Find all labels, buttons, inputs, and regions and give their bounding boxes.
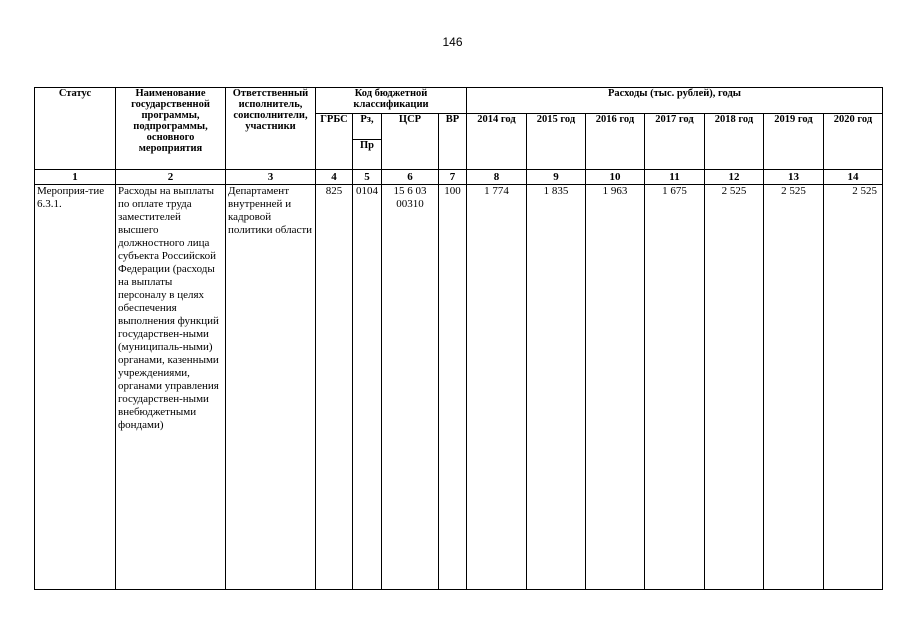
column-number: 4 bbox=[316, 170, 353, 185]
header-pr: Пр bbox=[353, 140, 382, 170]
row-value-2016: 1 963 bbox=[586, 185, 645, 590]
column-number: 13 bbox=[764, 170, 824, 185]
header-csr: ЦСР bbox=[382, 114, 439, 170]
row-value-2014: 1 774 bbox=[467, 185, 527, 590]
header-year-2015: 2015 год bbox=[527, 114, 586, 170]
header-name: Наименование государственной программы, подпрограммы, основного мероприятия bbox=[116, 88, 226, 170]
row-responsible: Департамент внутренней и кадровой политики области bbox=[226, 185, 316, 590]
header-rz: Рз, bbox=[353, 114, 382, 140]
row-value-2020: 2 525 bbox=[824, 185, 883, 590]
budget-table bbox=[34, 87, 883, 590]
column-number: 8 bbox=[467, 170, 527, 185]
header-status: Статус bbox=[35, 88, 116, 170]
header-year-2017: 2017 год bbox=[645, 114, 705, 170]
column-number: 5 bbox=[353, 170, 382, 185]
column-number: 3 bbox=[226, 170, 316, 185]
column-number: 10 bbox=[586, 170, 645, 185]
column-number: 7 bbox=[439, 170, 467, 185]
row-value-2017: 1 675 bbox=[645, 185, 705, 590]
row-name: Расходы на выплаты по оплате труда заместителей высшего должностного лица субъекта Российской Федерации (расходы на выплаты персоналу в целях обеспечения выполнения функций государствен-ными (муниципаль-ными) органами, казенными учреждениями, органами управления государствен-ными внебюджетными фондами) bbox=[116, 185, 226, 590]
column-number: 2 bbox=[116, 170, 226, 185]
header-year-2014: 2014 год bbox=[467, 114, 527, 170]
header-vr: ВР bbox=[439, 114, 467, 170]
header-year-2018: 2018 год bbox=[705, 114, 764, 170]
row-vr: 100 bbox=[439, 185, 467, 590]
header-responsible: Ответственный исполнитель, соисполнители, участники bbox=[226, 88, 316, 170]
column-number: 14 bbox=[824, 170, 883, 185]
page-number: 146 bbox=[442, 35, 463, 49]
row-value-2015: 1 835 bbox=[527, 185, 586, 590]
row-csr: 15 6 03 00310 bbox=[382, 185, 439, 590]
header-year-2020: 2020 год bbox=[824, 114, 883, 170]
row-value-2018: 2 525 bbox=[705, 185, 764, 590]
column-number: 9 bbox=[527, 170, 586, 185]
header-grbs: ГРБС bbox=[316, 114, 353, 170]
header-expenses: Расходы (тыс. рублей), годы bbox=[467, 88, 883, 114]
column-number: 11 bbox=[645, 170, 705, 185]
column-number: 1 bbox=[35, 170, 116, 185]
column-number: 12 bbox=[705, 170, 764, 185]
row-grbs: 825 bbox=[316, 185, 353, 590]
table-row bbox=[35, 185, 883, 590]
header-year-2016: 2016 год bbox=[586, 114, 645, 170]
row-status: Мероприя-тие 6.3.1. bbox=[35, 185, 116, 590]
header-budget-code: Код бюджетной классификации bbox=[316, 88, 467, 114]
header-year-2019: 2019 год bbox=[764, 114, 824, 170]
row-rzpr: 0104 bbox=[353, 185, 382, 590]
column-number: 6 bbox=[382, 170, 439, 185]
row-value-2019: 2 525 bbox=[764, 185, 824, 590]
